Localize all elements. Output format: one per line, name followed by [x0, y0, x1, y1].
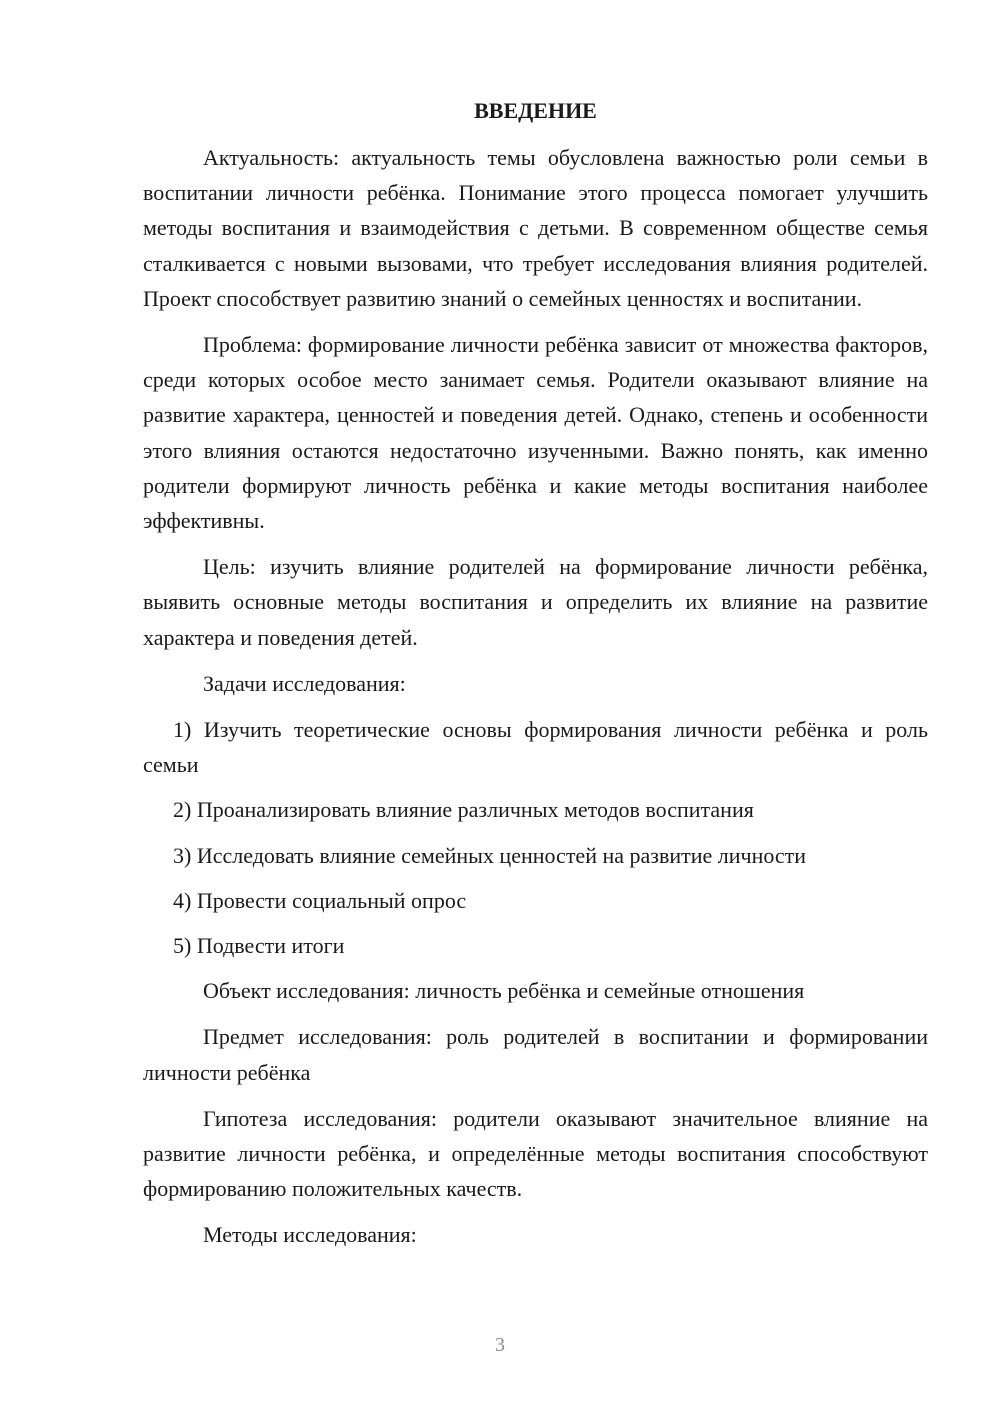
paragraph-problem: Проблема: формирование личности ребёнка зависит от множества факторов, среди которых особое место занимает семья. Родители оказывают влияние на развитие характера, ценностей и поведения детей. Однако, степень и особенности этого влияния остаются недостаточно изученными. Важно понять, как именно родители формируют личность ребёнка и какие методы воспитания наиболее эффективны. — [143, 332, 928, 534]
tasks-heading: Задачи исследования: — [203, 670, 406, 696]
paragraph-relevance: Актуальность: актуальность темы обусловлена важностью роли семьи в воспитании личности ребёнка. Понимание этого процесса помогает улучшить методы воспитания и взаимодействия с детьми. В современном обществе семья сталкивается с новыми вызовами, что требует исследования влияния родителей. Проект способствует развитию знаний о семейных ценностях и воспитании. — [143, 145, 928, 311]
document-page — [143, 93, 928, 1264]
task-item-3: 3) Исследовать влияние семейных ценностей на развитие личности — [173, 842, 807, 868]
task-item-1: 1) Изучить теоретические основы формирования личности ребёнка и роль семьи — [143, 717, 928, 778]
task-item-4: 4) Провести социальный опрос — [173, 887, 467, 913]
task-item-5: 5) Подвести итоги — [173, 933, 345, 959]
methods-heading: Методы исследования: — [203, 1222, 417, 1248]
page-number: 3 — [495, 1334, 505, 1356]
section-title: ВВЕДЕНИЕ — [474, 98, 597, 123]
paragraph-subject: Предмет исследования: роль родителей в воспитании и формировании личности ребёнка — [143, 1024, 928, 1085]
paragraph-goal: Цель: изучить влияние родителей на формирование личности ребёнка, выявить основные методы воспитания и определить их влияние на развитие характера и поведения детей. — [143, 554, 928, 650]
paragraph-object: Объект исследования: личность ребёнка и семейные отношения — [203, 978, 805, 1004]
paragraph-hypothesis: Гипотеза исследования: родители оказывают значительное влияние на развитие личности ребёнка, и определённые методы воспитания способствуют формированию положительных качеств. — [143, 1105, 928, 1202]
task-item-2: 2) Проанализировать влияние различных методов воспитания — [173, 797, 754, 823]
